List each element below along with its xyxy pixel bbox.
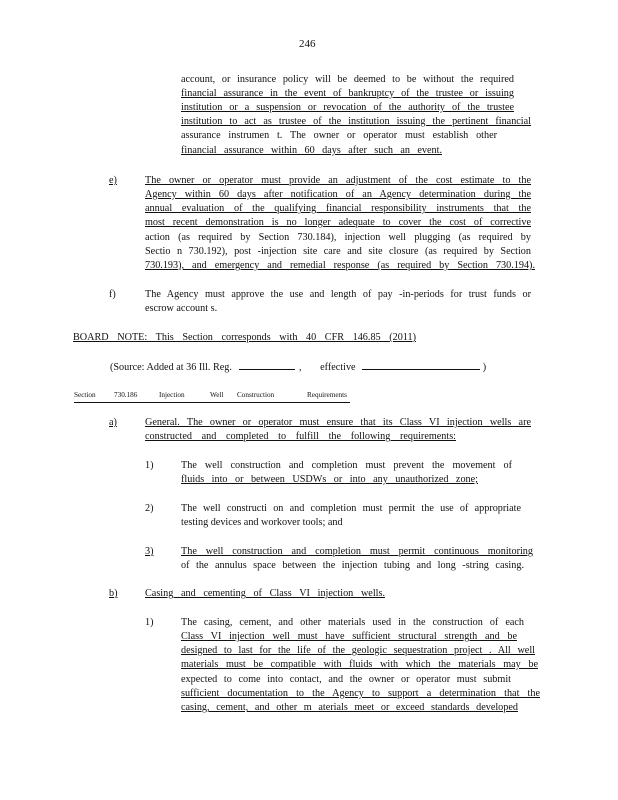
text-line: materials must be compatible with fluids with which the materials may be <box>181 659 538 670</box>
list-marker: 1) <box>145 617 154 628</box>
date-blank <box>239 360 295 370</box>
text-line: 730.193), and emergency and remedial response (as required by Section 730.194). <box>145 260 535 271</box>
text-line: Sectio n 730.192), post -injection site care and site closure (as required by Section <box>145 246 531 257</box>
text-line: General. The owner or operator must ensure that its Class VI injection wells are <box>145 417 531 428</box>
text-line: account, or insurance policy will be deemed to be without the required <box>181 74 514 85</box>
text-line: The Agency must approve the use and length of pay -in-periods for trust funds or <box>145 289 531 300</box>
list-marker: 3) <box>145 546 154 557</box>
text-line: designed to last for the life of the geologic sequestration project . All well <box>181 645 535 656</box>
section-label: Section <box>74 391 96 399</box>
text-line: of the annulus space between the injection tubing and long -string casing. <box>181 560 524 571</box>
text-line: The well construction and completion must prevent the movement of <box>181 460 512 471</box>
subsection-title: Casing and cementing of Class VI injection wells. <box>145 588 385 599</box>
text-line: financial assurance in the event of bankruptcy of the trustee or issuing <box>181 88 514 99</box>
text-line: constructed and completed to fulfill the following requirements: <box>145 431 456 442</box>
text-line: The casing, cement, and other materials used in the construction of each <box>181 617 524 628</box>
list-marker: 2) <box>145 503 154 514</box>
text-line: institution or a suspension or revocation of the authority of the trustee <box>181 102 514 113</box>
page-number: 246 <box>299 38 316 50</box>
text-line: The well constructi on and completion must permit the use of appropriate <box>181 503 521 514</box>
text-line: annual evaluation of the qualifying financial responsibility instruments that the <box>145 203 531 214</box>
text-line: The well construction and completion must permit continuous monitoring <box>181 546 533 557</box>
text-line: institution to act as trustee of the institution issuing the pertinent financial <box>181 116 531 127</box>
heading-word: Construction <box>237 391 275 399</box>
text-line: fluids into or between USDWs or into any unauthorized zone; <box>181 474 478 485</box>
board-note: BOARD NOTE: This Section corresponds with 40 CFR 146.85 (2011) <box>73 332 416 343</box>
source-line: (Source: Added at 36 Ill. Reg. , effective ) <box>110 362 487 373</box>
text-line: escrow account s. <box>145 303 218 314</box>
text-line: most recent demonstration is no longer adequate to cover the cost of corrective <box>145 217 531 228</box>
text-line: casing, cement, and other m aterials meet or exceed standards developed <box>181 702 518 713</box>
text-line: Agency within 60 days after notification of an Agency determination during the <box>145 189 531 200</box>
list-marker: b) <box>109 588 118 599</box>
text-line: testing devices and workover tools; and <box>181 517 343 528</box>
heading-word: Requirements <box>307 391 347 399</box>
heading-word: Injection <box>159 391 185 399</box>
list-marker: f) <box>109 289 116 300</box>
text-line: The owner or operator must provide an adjustment of the cost estimate to the <box>145 175 531 186</box>
effective-label: effective <box>320 362 356 373</box>
text-line: action (as required by Section 730.184), injection well plugging (as required by <box>145 232 531 243</box>
text-line: expected to come into contact, and the owner or operator must submit <box>181 674 511 685</box>
text-line: sufficient documentation to the Agency to support a determination that the <box>181 688 540 699</box>
list-marker: a) <box>109 417 117 428</box>
text-line: assurance instrumen t. The owner or operator must establish other <box>181 130 497 141</box>
source-close: ) <box>482 362 487 373</box>
section-number: 730.186 <box>114 391 138 399</box>
list-marker: 1) <box>145 460 154 471</box>
text-line: financial assurance within 60 days after such an event. <box>181 145 442 156</box>
section-heading <box>74 391 350 403</box>
source-prefix: (Source: Added at 36 Ill. Reg. <box>110 362 232 373</box>
list-marker: e) <box>109 175 117 186</box>
text-line: Class VI injection well must have sufficient structural strength and be <box>181 631 517 642</box>
effective-date-blank <box>362 360 480 370</box>
heading-word: Well <box>210 391 224 399</box>
